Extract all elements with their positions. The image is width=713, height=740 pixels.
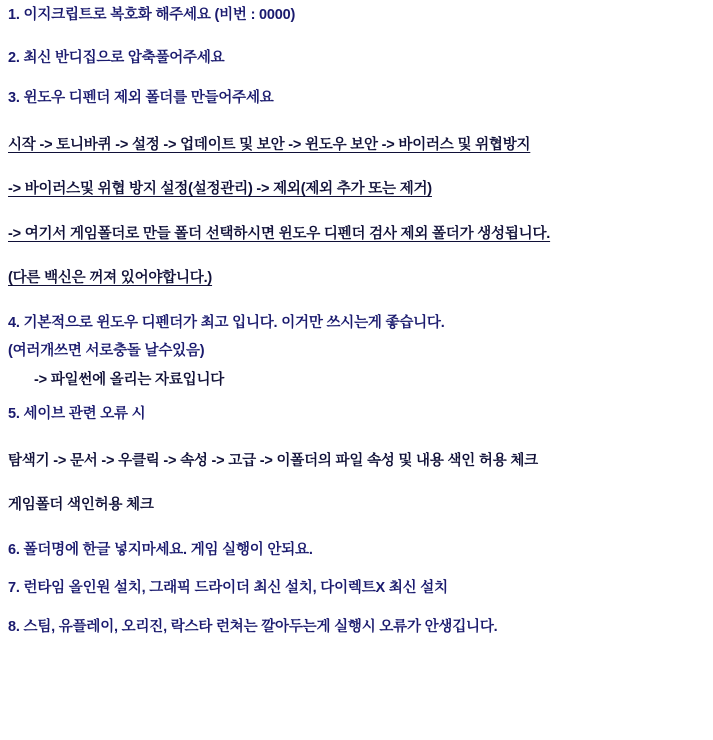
defender-path-line-2: -> 바이러스및 위협 방지 설정(설정관리) -> 제외(제외 추가 또는 제거) xyxy=(8,181,432,197)
instruction-line-step-1: 1. 이지크립트로 복호화 해주세요 (비번 : 0000) xyxy=(8,7,296,23)
instruction-line-step-4-sub: -> 파일썬에 올리는 자료입니다 xyxy=(34,371,225,388)
instruction-line-step-2: 2. 최신 반디집으로 압축풀어주세요 xyxy=(8,49,225,66)
save-path-line-1: 탐색기 -> 문서 -> 우클릭 -> 속성 -> 고급 -> 이폴더의 파일 속성 및 내용 색인 허용 체크 xyxy=(8,452,538,469)
instruction-line-step-3: 3. 윈도우 디펜더 제외 폴더를 만들어주세요 xyxy=(8,90,274,106)
defender-path-line-3: -> 여기서 게임폴더로 만들 폴더 선택하시면 윈도우 디펜더 검사 제외 폴더가 생성됩니다. xyxy=(8,225,551,242)
instruction-line-step-4-note: (여러개쓰면 서로충돌 날수있음) xyxy=(8,343,205,359)
instruction-line-step-6: 6. 폴더명에 한글 넣지마세요. 게임 실행이 안되요. xyxy=(8,541,313,558)
save-path-line-2: 게임폴더 색인허용 체크 xyxy=(8,497,154,513)
defender-note-line: (다른 백신은 꺼져 있어야합니다.) xyxy=(8,270,213,286)
defender-path-line-1: 시작 -> 토니바퀴 -> 설정 -> 업데이트 및 보안 -> 윈도우 보안 -> 바이러스 및 위협방지 xyxy=(8,136,531,153)
instruction-line-step-8: 8. 스팀, 유플레이, 오리진, 락스타 런쳐는 깔아두는게 실행시 오류가 안생깁니다. xyxy=(8,618,498,635)
instruction-line-step-5: 5. 세이브 관련 오류 시 xyxy=(8,406,146,422)
instruction-line-step-4: 4. 기본적으로 윈도우 디펜더가 최고 입니다. 이거만 쓰시는게 좋습니다. xyxy=(8,314,445,331)
instruction-line-step-7: 7. 런타임 올인원 설치, 그래픽 드라이더 최신 설치, 다이렉트X 최신 설치 xyxy=(8,580,448,596)
